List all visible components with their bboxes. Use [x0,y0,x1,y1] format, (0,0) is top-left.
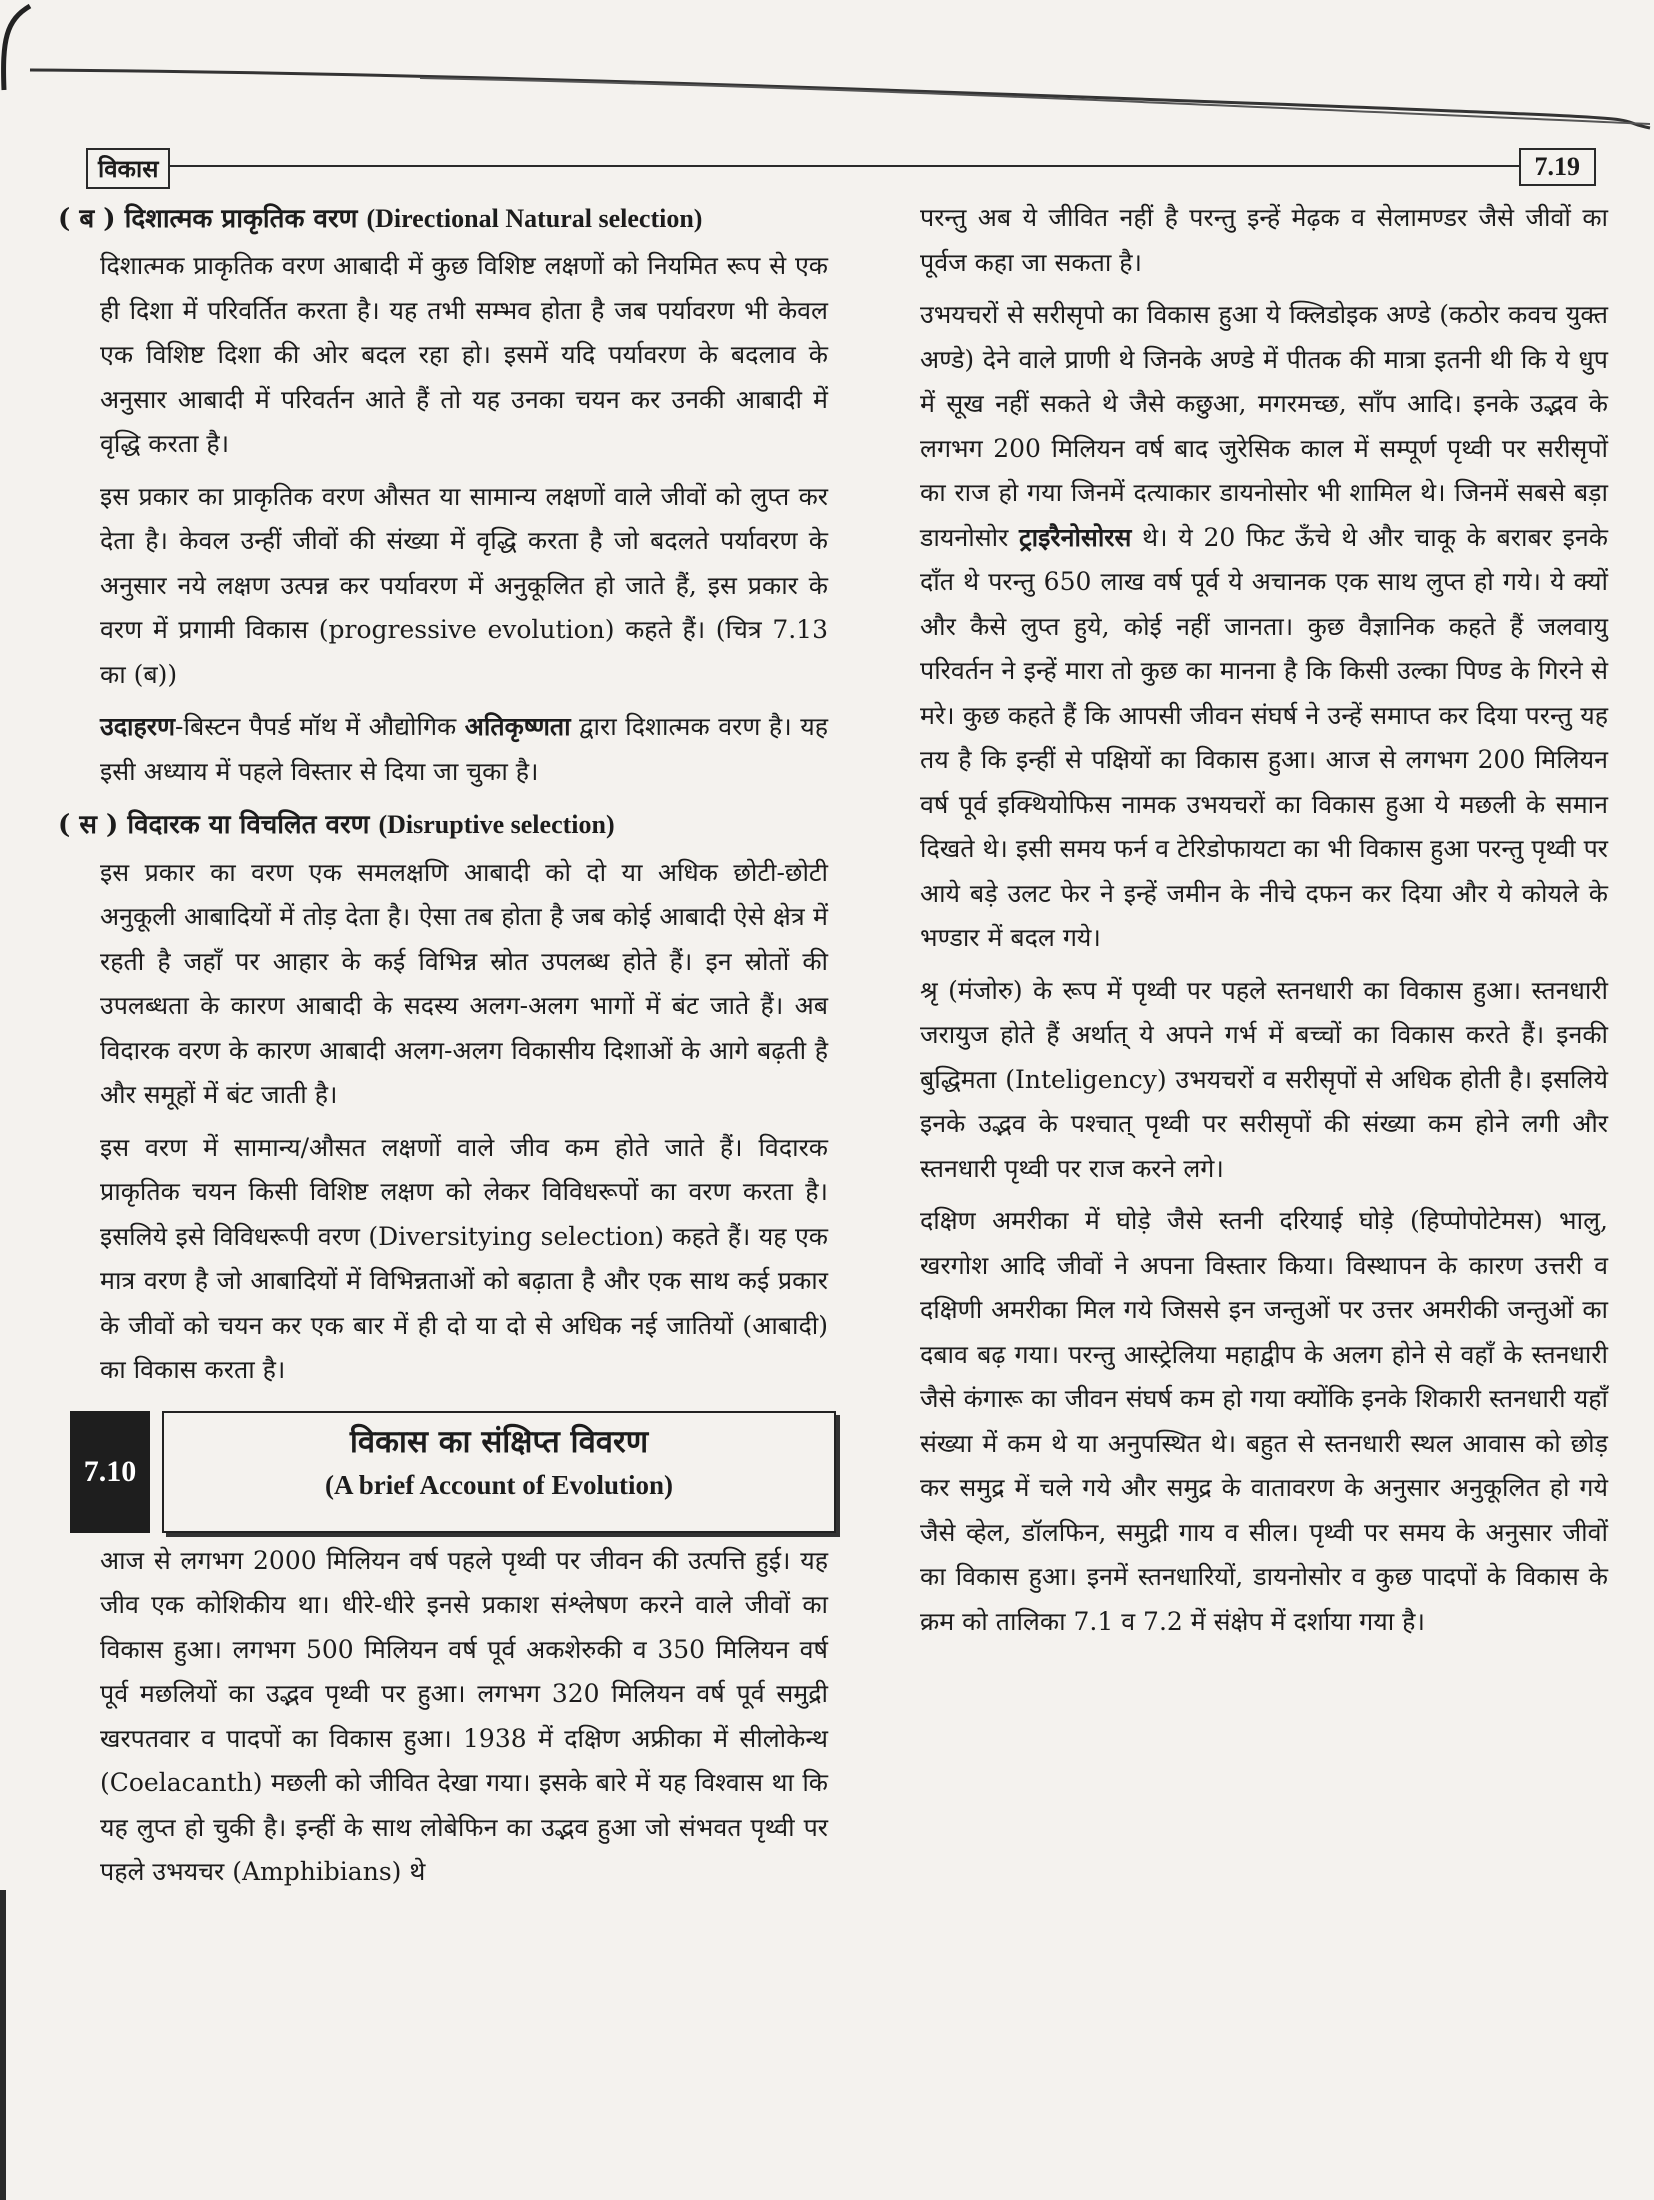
paragraph-right-1: परन्तु अब ये जीवित नहीं है परन्तु इन्हें मेढ़क व सेलामण्डर जैसे जीवों का पूर्वज कहा जा सकता है। [920,203,1608,277]
page-header [86,148,1596,192]
paragraph-disruptive-2: इस वरण में सामान्य/औसत लक्षणों वाले जीव कम होते जाते हैं। विदारक प्राकृतिक चयन किसी विशिष्ट लक्षण को लेकर विविधरूपों का वरण करता है। इसलिये इसे विविधरूपी वरण (Diversitying selection) कहते हैं। यह एक मात्र वरण है जो आबादियों में विभिन्नताओं को बढ़ाता है और एक साथ कई प्रकार के जीवों को चयन कर एक बार में ही दो या दो से अधिक नई जातियों (आबादी) का विकास करता है। [100,1132,828,1385]
example-bold-term: अतिकृष्णता [464,712,571,742]
scan-edge-bar [0,1890,6,2200]
section-s-heading [58,802,828,848]
section-b-heading-hindi: ( ब ) दिशात्मक प्राकृतिक वरण [58,204,358,234]
left-column [58,196,828,1903]
section-title-box [162,1411,836,1533]
page-number: 7.19 [1519,148,1597,186]
paragraph-disruptive-1: इस प्रकार का वरण एक समलक्षणि आबादी को दो या अधिक छोटी-छोटी अनुकूली आबादियों में तोड़ देता है। ऐसा तब होता है जब कोई आबादी ऐसे क्षेत्र में रहती है जहाँ पर आहार के कई विभिन्न स्रोत उपलब्ध होते हैं। इन स्रोतों की उपलब्धता के कारण आबादी के सदस्य अलग-अलग भागों में बंट जाते हैं। अब विदारक वरण के कारण आबादी अलग-अलग विकासीय दिशाओं के आगे बढ़ती है और समूहों में बंट जाती है। [100,857,828,1110]
paragraph-directional-2: इस प्रकार का प्राकृतिक वरण औसत या सामान्य लक्षणों वाले जीवों को लुप्त कर देता है। केवल उन्हीं जीवों की संख्या में वृद्धि करता है जो बदलते पर्यावरण के अनुसार नये लक्षण उत्पन्न कर पर्यावरण में अनुकूलित हो जाते हैं, इस प्रकार के वरण में प्रगामी विकास (progressive evolution) कहते हैं। (चित्र 7.13 का (ब)) [100,481,828,689]
paragraph-right-2 [920,293,1608,961]
section-number: 7.10 [70,1411,150,1533]
right-column [920,196,1608,1652]
example-text-a: -बिस्टन पैपर्ड मॉथ में औद्योगिक [175,712,465,742]
section-title-hindi: विकास का संक्षिप्त विवरण [349,1423,649,1460]
paragraph-directional-1: दिशात्मक प्राकृतिक वरण आबादी में कुछ विशिष्ट लक्षणों को नियमित रूप से एक ही दिशा में परिवर्तित करता है। यह तभी सम्भव होता है जब पर्यावरण भी केवल एक विशिष्ट दिशा की ओर बदल रहा हो। इसमें यदि पर्यावरण के बदलाव के अनुसार आबादी में परिवर्तन आते हैं तो यह उनका चयन कर उनकी आबादी में वृद्धि करता है। [100,251,828,459]
section-s-heading-hindi: ( स ) विदारक या विचलित वरण [58,810,370,841]
section-title-english: (A brief Account of Evolution) [325,1470,673,1501]
paragraph-evolution-1: आज से लगभग 2000 मिलियन वर्ष पहले पृथ्वी पर जीवन की उत्पत्ति हुई। यह जीव एक कोशिकीय था। धीरे-धीरे इनसे प्रकाश संश्लेषण करने वाले जीवों का विकास हुआ। लगभग 500 मिलियन वर्ष पूर्व अकशेरुकी व 350 मिलियन वर्ष पूर्व मछलियों का उद्भव पृथ्वी पर हुआ। लगभग 320 मिलियन वर्ष पूर्व समुद्री खरपतवार व पादपों का विकास हुआ। 1938 में दक्षिण अफ्रीका में सीलोकेन्थ (Coelacanth) मछली को जीवित देखा गया। इसके बारे में यह विश्वास था कि यह लुप्त हो चुकी है। इन्हीं के साथ लोबेफिन का उद्भव हुआ जो संभवत पृथ्वी पर पहले उभयचर (Amphibians) थे [100,1545,828,1887]
paragraph-right-2-b: थे। ये 20 फिट ऊँचे थे और चाकू के बराबर इनके दाँत थे परन्तु 650 लाख वर्ष पूर्व ये अचानक एक साथ लुप्त हो गये। ये क्यों और कैसे लुप्त हुये, कोई नहीं जानता। कुछ वैज्ञानिक कहते हैं जलवायु परिवर्तन ने इन्हें मारा तो कुछ का मानना है कि किसी उल्का पिण्ड के गिरने से मरे। कुछ कहते हैं कि आपसी जीवन संघर्ष ने उन्हें समाप्त कर दिया परन्तु यह तय है कि इन्हीं से पक्षियों का विकास हुआ। आज से लगभग 200 मिलियन वर्ष पूर्व इक्थियोफिस नामक उभयचरों का विकास हुआ ये मछली के समान दिखते थे। इसी समय फर्न व टेरिडोफायटा का भी विकास हुआ परन्तु पृथ्वी पर आये बड़े उलट फेर ने इन्हें जमीन के नीचे दफन कर दिया और ये कोयले के भण्डार में बदल गये। [920,522,1608,952]
paragraph-right-2-a: उभयचरों से सरीसृपो का विकास हुआ ये क्लिडोइक अण्डे (कठोर कवच युक्त अण्डे) देने वाले प्राणी थे जिनके अण्डे में पीतक की मात्रा इतनी थी कि ये धुप में सूख नहीं सकते थे जैसे कछुआ, मगरमच्छ, साँप आदि। इनके उद्भव के लगभग 200 मिलियन वर्ष बाद जुरेसिक काल में सम्पूर्ण पृथ्वी पर सरीसृपों का राज हो गया जिनमें दत्याकार डायनोसोर भी शामिल थे। जिनमें सबसे बड़ा डायनोसोर [920,300,1608,552]
chapter-tag: विकास [86,148,170,189]
section-b-heading-english: (Directional Natural selection) [366,204,703,233]
section-b-heading [58,196,828,242]
section-box-7-10 [83,1411,828,1533]
dinosaur-name: ट्राइरैनोसोरस [1019,522,1132,552]
example-text-b: द्वारा दिशात्मक वरण है। यह इसी अध्याय में पहले विस्तार से दिया जा चुका है। [100,712,828,786]
paragraph-example [100,705,828,794]
example-label: उदाहरण [100,712,176,742]
paragraph-right-4: दक्षिण अमरीका में घोड़े जैसे स्तनी दरियाई घोड़े (हिप्पोपोटेमस) भालु, खरगोश आदि जीवों ने अपना विस्तार किया। विस्थापन के कारण उत्तरी व दक्षिणी अमरीका मिल गये जिससे इन जन्तुओं पर उत्तर अमरीकी जन्तुओं का दबाव बढ़ गया। परन्तु आस्ट्रेलिया महाद्वीप के अलग होने से वहाँ के स्तनधारी जैसे कंगारू का जीवन संघर्ष कम हो गया क्योंकि इनके शिकारी स्तनधारी यहाँ संख्या में कम थे या अनुपस्थित थे। बहुत से स्तनधारी स्थल आवास को छोड़ कर समुद्र में चले गये और समुद्र के वातावरण के अनुसार अनुकूलित हो गये जैसे व्हेल, डॉलफिन, समुद्री गाय व सील। पृथ्वी पर समय के अनुसार जीवों का विकास हुआ। इनमें स्तनधारियों, डायनोसोर व कुछ पादपों के विकास के क्रम को तालिका 7.1 व 7.2 में संक्षेप में दर्शाया गया है। [920,1206,1608,1636]
section-s-heading-english: (Disruptive selection) [378,810,615,840]
page-top-border [0,0,1654,150]
paragraph-right-3: श्रृ (मंजोरु) के रूप में पृथ्वी पर पहले स्तनधारी का विकास हुआ। स्तनधारी जरायुज होते हैं अर्थात् ये अपने गर्भ में बच्चों का विकास करते हैं। इनकी बुद्धिमता (Inteligency) उभयचरों व सरीसृपों से अधिक होती है। इसलिये इनके उद्भव के पश्चात् पृथ्वी पर सरीसृपों की संख्या कम होने लगी और स्तनधारी पृथ्वी पर राज करने लगे। [920,975,1608,1183]
